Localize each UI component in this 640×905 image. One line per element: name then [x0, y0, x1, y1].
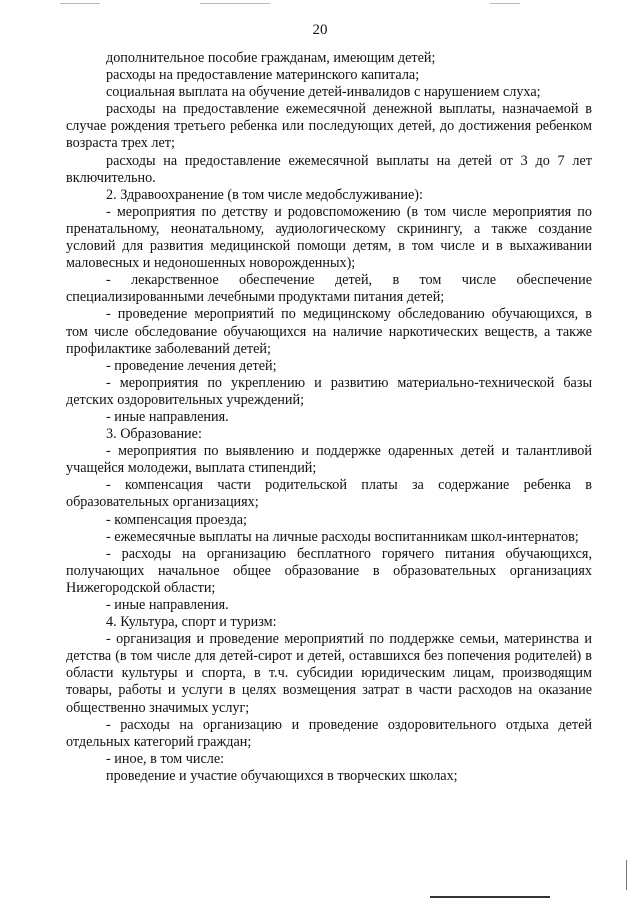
scan-artifact	[490, 3, 520, 4]
scan-artifact	[60, 3, 100, 4]
list-item: - ежемесячные выплаты на личные расходы воспитанникам школ-интернатов;	[106, 528, 579, 545]
paragraph: проведение и участие обучающихся в творческих школах;	[106, 767, 458, 784]
paragraph: дополнительное пособие гражданам, имеющим детей;	[106, 50, 436, 66]
list-item: - организация и проведение мероприятий по поддержке семьи, материнства и детства (в том числе для детей-сирот и детей, оставшихся без попечения родителей) в области культуры и спорта, в т.ч. субсидии юридическим лицам, производящим товары, работы и услуги в целях возмещения затрат в части расходов на оказание общественно значимых услуг;	[66, 631, 592, 716]
paragraph: расходы на предоставление материнского капитала;	[106, 67, 420, 84]
paragraph: расходы на предоставление ежемесячной выплаты на детей от 3 до 7 лет включительно.	[66, 152, 592, 186]
list-item: - проведение мероприятий по медицинскому обследованию обучающихся, в том числе обследование обучающихся на наличие наркотических веществ, а также профилактике заболеваний детей;	[66, 306, 592, 357]
list-item: - мероприятия по детству и родовспоможению (в том числе мероприятия по пренатальному, неонатальному, аудиологическому скринингу, а также создание условий для развития медицинской помощи детям, в том числе и в выхаживании маловесных и недоношенных новорожденных);	[66, 203, 592, 272]
list-item: - иные направления.	[106, 408, 229, 425]
list-item: - мероприятия по выявлению и поддержке одаренных детей и талантливой учащейся молодежи, выплата стипендий;	[66, 443, 592, 477]
list-item: - компенсация проезда;	[106, 511, 247, 528]
page-number: 20	[312, 22, 328, 38]
list-item: - расходы на организацию и проведение оздоровительного отдыха детей отдельных категорий граждан;	[66, 716, 592, 750]
list-item: - проведение лечения детей;	[106, 357, 277, 374]
paragraph: социальная выплата на обучение детей-инвалидов с нарушением слуха;	[106, 84, 541, 101]
list-item: - расходы на организацию бесплатного горячего питания обучающихся, получающих начальное общее образование в образовательных организациях Нижегородской области;	[66, 545, 592, 596]
list-item: - мероприятия по укреплению и развитию материально-технической базы детских оздоровительных учреждений;	[66, 374, 592, 408]
paragraph: расходы на предоставление ежемесячной денежной выплаты, назначаемой в случае рождения третьего ребенка или последующих детей, до достижения ребенком возраста трех лет;	[66, 101, 592, 152]
section-heading: 2. Здравоохранение (в том числе медобслуживание):	[106, 186, 423, 203]
section-heading: 4. Культура, спорт и туризм:	[106, 614, 277, 631]
list-item: - иное, в том числе:	[106, 750, 225, 767]
list-item: - лекарственное обеспечение детей, в том числе обеспечение специализированными лечебными продуктами питания детей;	[66, 272, 592, 306]
list-item: - компенсация части родительской платы за содержание ребенка в образовательных организациях;	[66, 477, 592, 511]
list-item: - иные направления.	[106, 597, 229, 613]
scan-artifact	[430, 896, 550, 898]
document-body	[66, 50, 592, 785]
scan-artifact	[626, 860, 627, 890]
scan-artifact	[200, 3, 270, 4]
section-heading: 3. Образование:	[106, 426, 202, 443]
